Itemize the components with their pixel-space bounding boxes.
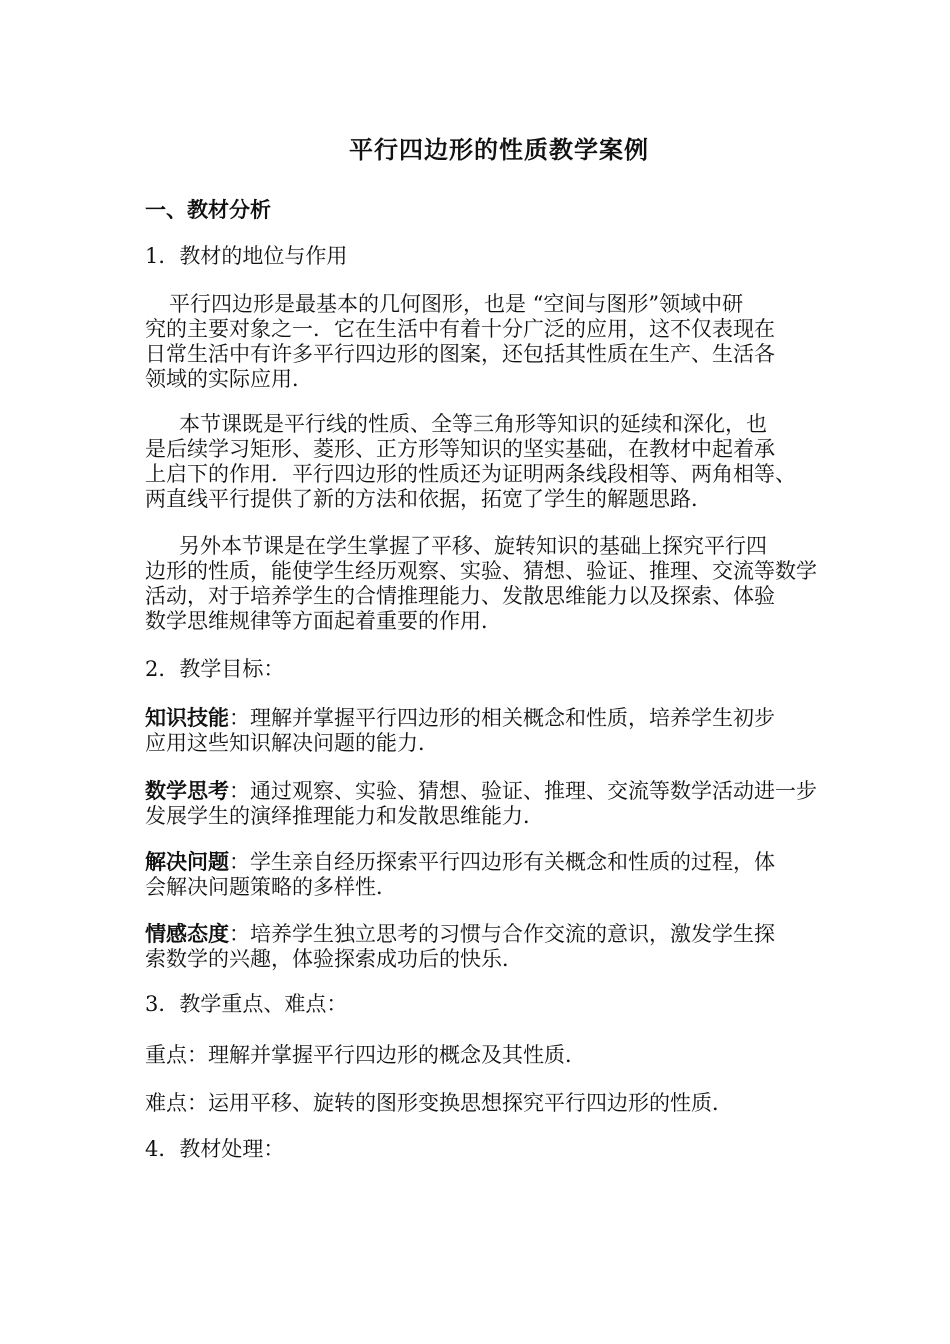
goal-text: ：理解并掌握平行四边形的相关概念和性质，培养学生初步: [229, 706, 775, 730]
paragraph-line: 活动，对于培养学生的合情推理能力、发散思维能力以及探索、体验: [145, 584, 775, 608]
goal-line: [145, 705, 835, 731]
goal-label: 解决问题: [145, 849, 229, 874]
goal-knowledge-skills: [145, 705, 835, 756]
paragraph-line: 本节课既是平行线的性质、全等三角形等知识的延续和深化，也: [179, 412, 767, 436]
goal-line: [145, 778, 835, 804]
goal-line: 发展学生的演绎推理能力和发散思维能力．: [145, 804, 544, 828]
goal-line: [145, 849, 835, 875]
goal-label: 情感态度: [145, 921, 229, 946]
goal-emotional-attitude: [145, 921, 835, 972]
paragraph-line: 领域的实际应用．: [145, 367, 313, 391]
goal-text: ：培养学生独立思考的习惯与合作交流的意识，激发学生探: [229, 922, 775, 946]
paragraph-line: 究的主要对象之一．它在生活中有着十分广泛的应用，这不仅表现在: [145, 317, 775, 341]
goal-line: 应用这些知识解决问题的能力．: [145, 731, 439, 755]
goal-math-thinking: [145, 778, 835, 829]
paragraph-line: 上启下的作用．平行四边形的性质还为证明两条线段相等、两角相等、: [145, 462, 796, 486]
goal-label: 数学思考: [145, 778, 229, 803]
goal-text: ：学生亲自经历探索平行四边形有关概念和性质的过程，体: [229, 850, 775, 874]
section-heading-textbook-analysis: 一、教材分析: [145, 197, 271, 222]
difficulty-text: 难点：运用平移、旋转的图形变换思想探究平行四边形的性质．: [145, 1091, 733, 1115]
subheading-material-processing: 4．教材处理：: [145, 1137, 285, 1161]
paragraph-line: 数学思维规律等方面起着重要的作用．: [145, 609, 502, 633]
subheading-teaching-goals: 2．教学目标：: [145, 657, 285, 681]
paragraph-lesson-continuation: [145, 412, 835, 512]
paragraph-parallelogram-basics: [145, 292, 835, 392]
key-point-text: 重点：理解并掌握平行四边形的概念及其性质．: [145, 1043, 586, 1067]
paragraph-line: 两直线平行提供了新的方法和依据，拓宽了学生的解题思路．: [145, 487, 712, 511]
paragraph-line: 另外本节课是在学生掌握了平移、旋转知识的基础上探究平行四: [179, 534, 767, 558]
paragraph-line: 日常生活中有许多平行四边形的图案，还包括其性质在生产、生活各: [145, 342, 775, 366]
paragraph-transformation-basis: [145, 534, 835, 634]
paragraph-line: 边形的性质，能使学生经历观察、实验、猜想、验证、推理、交流等数学: [145, 559, 817, 583]
goal-label: 知识技能: [145, 705, 229, 730]
paragraph-line: 平行四边形是最基本的几何图形，也是 “空间与图形”领域中研: [169, 292, 744, 316]
subheading-status-and-role: 1．教材的地位与作用: [145, 244, 348, 268]
goal-problem-solving: [145, 849, 835, 900]
goal-line: 索数学的兴趣，体验探索成功后的快乐．: [145, 947, 523, 971]
goal-text: ：通过观察、实验、猜想、验证、推理、交流等数学活动进一步: [229, 779, 817, 803]
subheading-key-difficult-points: 3．教学重点、难点：: [145, 992, 348, 1016]
paragraph-line: 是后续学习矩形、菱形、正方形等知识的坚实基础，在教材中起着承: [145, 437, 775, 461]
document-title: 平行四边形的性质教学案例: [349, 135, 649, 164]
goal-line: 会解决问题策略的多样性．: [145, 875, 397, 899]
goal-line: [145, 921, 835, 947]
